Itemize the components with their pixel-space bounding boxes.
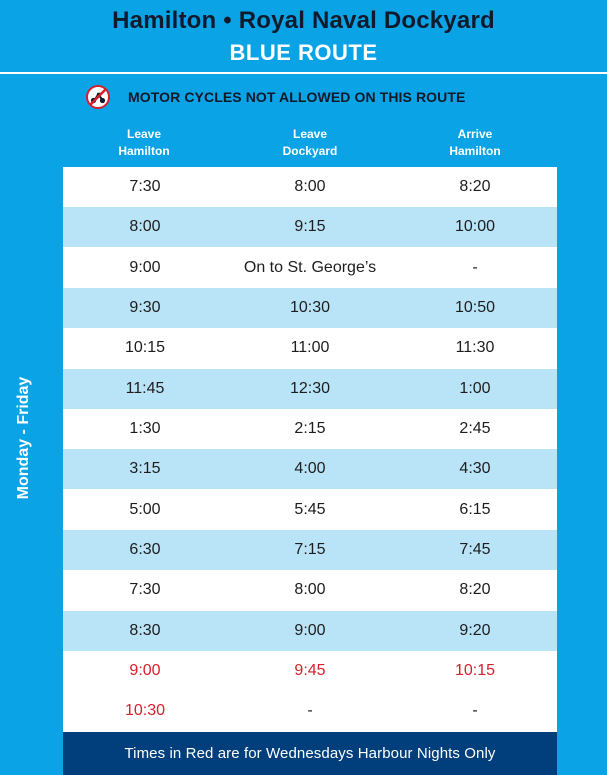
route-subtitle: BLUE ROUTE bbox=[229, 40, 378, 65]
schedule-cell: 9:00 bbox=[294, 622, 326, 639]
schedule-cell: 10:30 bbox=[289, 299, 331, 316]
schedule-cell: 8:00 bbox=[129, 218, 161, 235]
table-row bbox=[63, 207, 557, 247]
schedule-cell: 8:20 bbox=[459, 178, 491, 195]
table-row bbox=[63, 167, 557, 207]
schedule-cell: 9:30 bbox=[129, 299, 161, 316]
schedule-cell-red: 9:45 bbox=[294, 662, 326, 679]
schedule-cell: 6:15 bbox=[459, 501, 491, 518]
table-row bbox=[63, 449, 557, 489]
schedule-cell: 11:30 bbox=[455, 339, 495, 356]
column-header-leave-hamilton: Leave Hamilton bbox=[118, 127, 170, 158]
route-title: Hamilton • Royal Naval Dockyard bbox=[112, 7, 495, 34]
schedule-cell: 1:00 bbox=[459, 380, 491, 397]
schedule-cell: 10:15 bbox=[124, 339, 166, 356]
schedule-cell: 5:45 bbox=[294, 501, 326, 518]
schedule-cell: 12:30 bbox=[289, 380, 331, 397]
table-row bbox=[63, 248, 557, 288]
header bbox=[0, 0, 607, 71]
schedule-cell: 4:00 bbox=[294, 460, 326, 477]
schedule-cell-red: 10:15 bbox=[454, 662, 496, 679]
schedule-cell: 8:20 bbox=[459, 581, 491, 598]
schedule-cell: 6:30 bbox=[129, 541, 161, 558]
motorcycle-warning bbox=[86, 84, 465, 110]
schedule-cell: 7:30 bbox=[129, 581, 161, 598]
schedule-cell: 7:15 bbox=[294, 541, 326, 558]
table-row-red bbox=[63, 691, 557, 731]
schedule-cell: 11:00 bbox=[290, 339, 330, 356]
table-row-red bbox=[63, 651, 557, 691]
warning-text: MOTOR CYCLES NOT ALLOWED ON THIS ROUTE bbox=[128, 89, 466, 105]
schedule-cell: 8:30 bbox=[129, 622, 161, 639]
schedule-cell: - bbox=[472, 259, 478, 276]
table-row bbox=[63, 328, 557, 368]
schedule-cell-red: 9:00 bbox=[129, 662, 161, 679]
schedule-cell: 9:00 bbox=[129, 259, 161, 276]
schedule-cell: 8:00 bbox=[294, 178, 326, 195]
schedule-cell: 4:30 bbox=[459, 460, 491, 477]
monday-friday-label: Monday - Friday bbox=[15, 376, 32, 500]
header-divider bbox=[0, 72, 607, 74]
schedule-cell: 8:00 bbox=[294, 581, 326, 598]
column-header-leave-dockyard: Leave Dockyard bbox=[282, 127, 338, 158]
table-row bbox=[63, 288, 557, 328]
schedule-cell: 9:20 bbox=[459, 622, 491, 639]
schedule-cell: - bbox=[307, 702, 313, 719]
schedule-cell: On to St. George’s bbox=[243, 259, 377, 276]
schedule-cell: 2:45 bbox=[459, 420, 491, 437]
table-row bbox=[63, 409, 557, 449]
schedule-cell: 3:15 bbox=[129, 460, 161, 477]
column-header-arrive-hamilton: Arrive Hamilton bbox=[449, 127, 501, 158]
table-row bbox=[63, 369, 557, 409]
table-row bbox=[63, 490, 557, 530]
schedule-cell-red: 10:30 bbox=[124, 702, 166, 719]
schedule-table bbox=[63, 167, 557, 732]
footer-note: Times in Red are for Wednesdays Harbour Nights Only bbox=[63, 732, 557, 775]
schedule-cell: 10:00 bbox=[454, 218, 496, 235]
schedule-cell: 9:15 bbox=[294, 218, 326, 235]
table-row bbox=[63, 530, 557, 570]
schedule-cell: 7:45 bbox=[459, 541, 491, 558]
schedule-cell: - bbox=[472, 702, 478, 719]
schedule-cell: 10:50 bbox=[454, 299, 496, 316]
schedule-cell: 5:00 bbox=[129, 501, 161, 518]
no-motorcycle-icon bbox=[86, 85, 110, 109]
schedule-cell: 7:30 bbox=[129, 178, 161, 195]
schedule-cell: 1:30 bbox=[129, 420, 161, 437]
table-row bbox=[63, 570, 557, 610]
table-row bbox=[63, 611, 557, 651]
schedule-cell: 2:15 bbox=[294, 420, 326, 437]
schedule-cell: 11:45 bbox=[125, 380, 165, 397]
